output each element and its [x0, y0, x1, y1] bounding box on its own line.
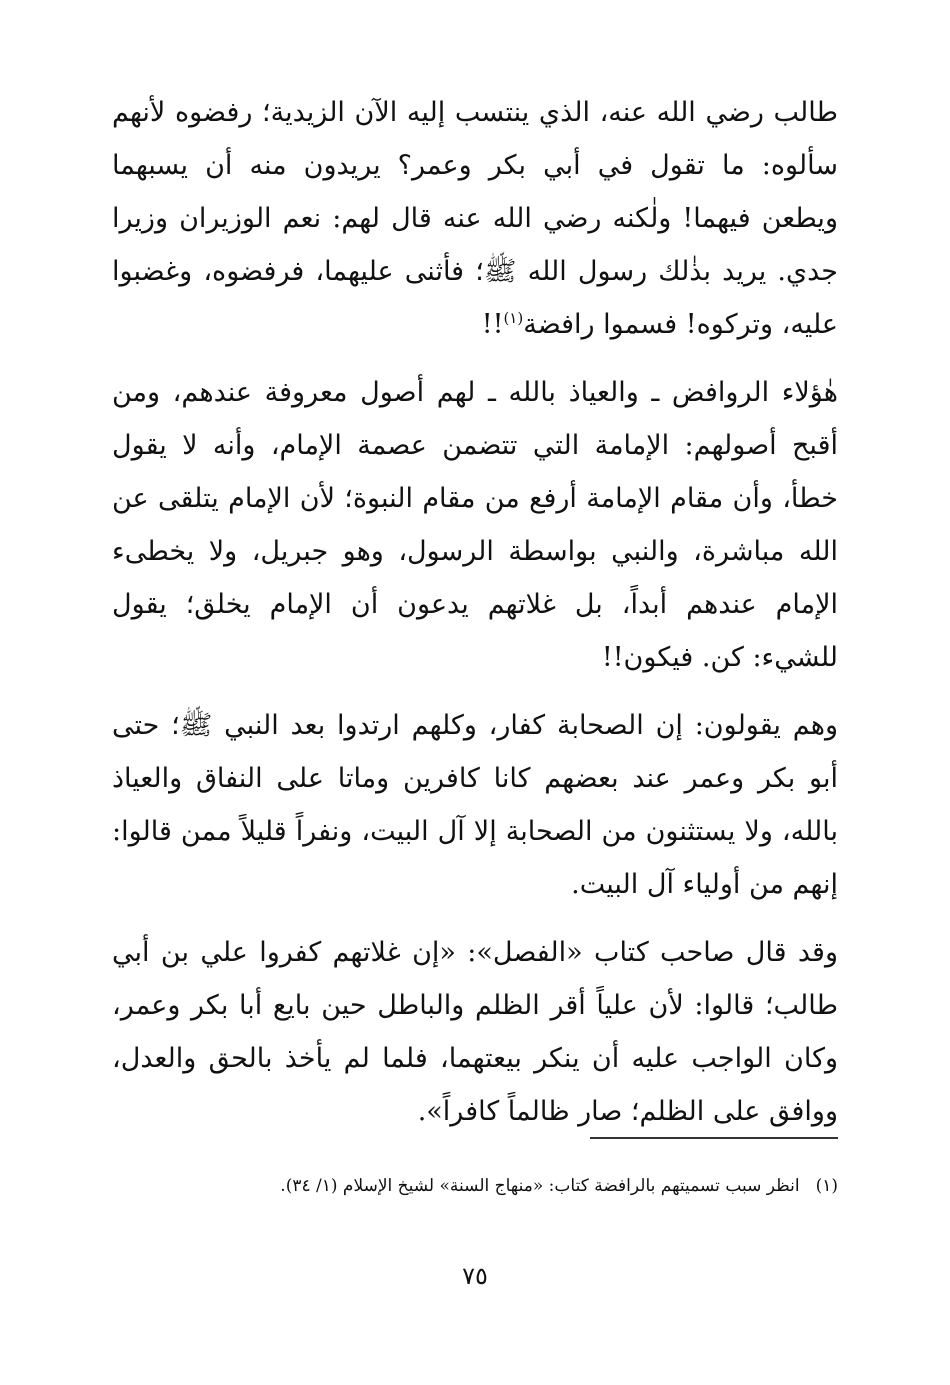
footnote-separator — [590, 1137, 838, 1139]
footnote — [112, 1172, 838, 1200]
page-body — [112, 86, 838, 1138]
paragraph-1 — [112, 86, 838, 351]
page-number: ٧٥ — [462, 1262, 488, 1290]
paragraph-1-text: طالب رضي الله عنه، الذي ينتسب إليه الآن الزيدية؛ رفضوه لأنهم سألوه: ما تقول في أبي بكر وعمر؟ يريدون منه أن يسبهما ويطعن فيهما! ولٰكنه رضي الله عنه قال لهم: نعم الوزيران وزيرا جدي. يريد بذٰلك رسول الله ﷺ؛ فأثنى عليهما، فرفضوه، وغضبوا عليه، وتركوه! فسموا رافضة — [112, 97, 838, 340]
paragraph-3: وهم يقولون: إن الصحابة كفار، وكلهم ارتدوا بعد النبي ﷺ؛ حتى أبو بكر وعمر عند بعضهم كانا كافرين وماتا على النفاق والعياذ بالله، ولا يستثنون من الصحابة إلا آل البيت، ونفراً قليلاً ممن قالوا: إنهم من أولياء آل البيت. — [112, 710, 838, 900]
paragraph-2: هٰؤلاء الروافض ـ والعياذ بالله ـ لهم أصول معروفة عندهم، ومن أقبح أصولهم: الإمامة التي تتضمن عصمة الإمام، وأنه لا يقول خطأ، وأن مقام الإمامة أرفع من مقام النبوة؛ لأن الإمام يتلقى عن الله مباشرة، والنبي بواسطة الرسول، وهو جبريل، ولا يخطىء الإمام عندهم أبداً، بل غلاتهم يدعون أن الإمام يخلق؛ يقول للشيء: كن. فيكون!! — [112, 377, 838, 673]
footnote-number: (١) — [815, 1176, 838, 1196]
footnote-reference[interactable]: (١) — [503, 309, 524, 327]
footnote-text: انظر سبب تسميتهم بالرافضة كتاب: «منهاج السنة» لشيخ الإسلام (١/ ٣٤). — [280, 1176, 800, 1196]
paragraph-1-ending: !! — [481, 309, 504, 340]
paragraph-4: وقد قال صاحب كتاب «الفصل»: «إن غلاتهم كفروا علي بن أبي طالب؛ قالوا: لأن علياً أقر الظلم والباطل حين بايع أبا بكر وعمر، وكان الواجب عليه أن ينكر بيعتهما، فلما لم يأخذ بالحق والعدل، ووافق على الظلم؛ صار ظالماً كافراً». — [112, 937, 838, 1127]
